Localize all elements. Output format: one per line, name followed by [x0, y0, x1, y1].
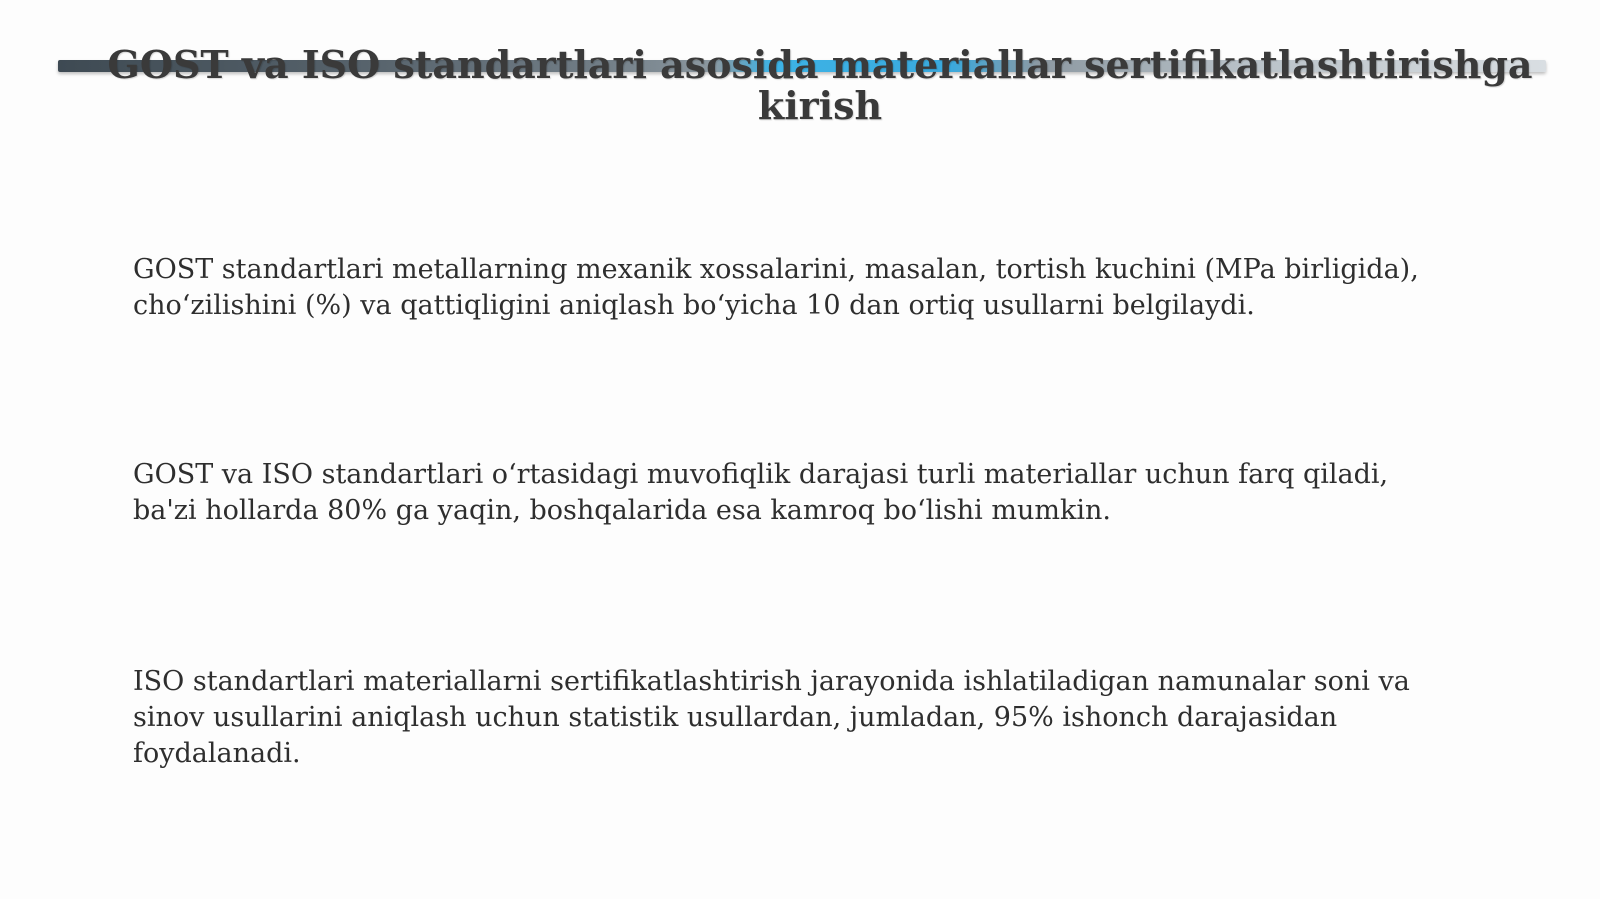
paragraph-iso-statistical-methods: ISO standartlari materiallarni sertifikatlashtirish jarayonida ishlatiladigan namunalar soni va sinov usullarini aniqlash uchun statistik usullardan, jumladan, 95% ishonch darajasidan foydalanadi.: [133, 666, 1410, 769]
paragraph-gost-iso-compatibility: GOST va ISO standartlari o‘rtasidagi muvofiqlik darajasi turli materiallar uchun farq qiladi, ba'zi hollarda 80% ga yaqin, boshqalarida esa kamroq bo‘lishi mumkin.: [133, 459, 1389, 526]
paragraph-gost-mechanical-properties: GOST standartlari metallarning mexanik xossalarini, masalan, tortish kuchini (MPa birligida), cho‘zilishini (%) va qattiqligini aniqlash bo‘yicha 10 dan ortiq usullarni belgilaydi.: [133, 254, 1419, 321]
slide-title: GOST va ISO standartlari asosida materiallar sertifikatlashtirishga kirish: [107, 42, 1533, 128]
